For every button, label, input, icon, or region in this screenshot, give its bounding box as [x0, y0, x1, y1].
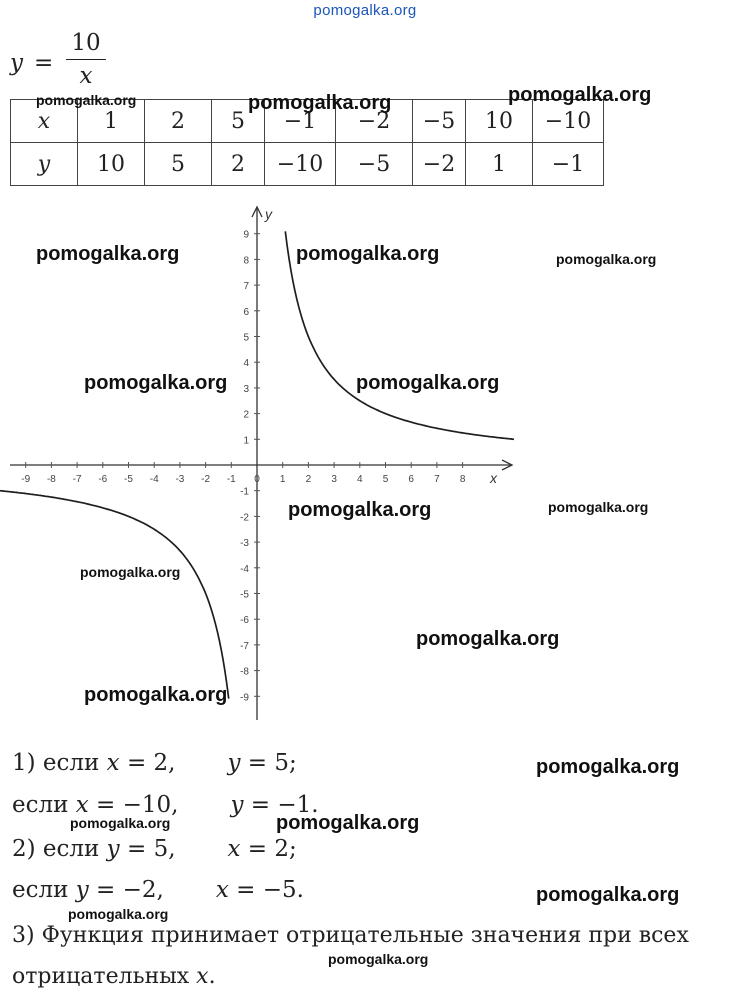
watermark: pomogalka.org: [68, 906, 169, 922]
watermark: pomogalka.org: [356, 372, 500, 394]
table-cell: y: [11, 143, 78, 186]
y-tick-label: -4: [240, 563, 249, 575]
table-cell: −1: [265, 100, 336, 143]
y-tick-label: -1: [240, 486, 249, 498]
table-cell: 1: [466, 143, 533, 186]
formula-numerator: 10: [71, 30, 101, 56]
watermark: pomogalka.org: [536, 884, 680, 906]
table-cell: −2: [336, 100, 413, 143]
x-tick-label: -5: [124, 474, 133, 485]
x-tick-label: 5: [382, 474, 389, 485]
answer-var: y: [230, 792, 244, 818]
y-tick-label: 8: [243, 255, 249, 267]
watermark: pomogalka.org: [84, 372, 228, 394]
x-tick-label: 7: [434, 474, 440, 485]
x-tick-label: -9: [21, 474, 31, 485]
x-tick-label: -6: [98, 474, 108, 485]
answer-line-1: [12, 750, 297, 776]
table-cell: −5: [336, 143, 413, 186]
formula-equals: =: [34, 50, 54, 76]
table-cell: 5: [212, 100, 265, 143]
watermark: pomogalka.org: [508, 84, 652, 106]
answer-text: = −10,: [88, 792, 179, 818]
x-tick-label: 0: [254, 474, 260, 485]
x-tick-label: 3: [331, 474, 337, 485]
formula-fraction: [66, 28, 106, 91]
answer-text: = 5,: [119, 836, 176, 862]
hyperbola-graph: [0, 195, 730, 730]
answer-text: = 5;: [240, 750, 297, 776]
watermark: pomogalka.org: [84, 684, 228, 706]
watermark: pomogalka.org: [548, 499, 649, 515]
y-axis-label: y: [265, 206, 272, 222]
watermark: pomogalka.org: [296, 243, 440, 265]
x-tick-label: 6: [408, 474, 414, 485]
y-tick-label: 1: [243, 435, 249, 447]
answer-text: = −2,: [88, 877, 164, 903]
x-axis-label: x: [490, 470, 497, 486]
watermark: pomogalka.org: [36, 243, 180, 265]
watermark: pomogalka.org: [276, 812, 420, 834]
answer-var: x: [75, 792, 89, 818]
table-cell: 2: [212, 143, 265, 186]
answer-var: x: [215, 877, 229, 903]
y-tick-label: 6: [243, 306, 249, 318]
table-cell: 10: [78, 143, 145, 186]
watermark: pomogalka.org: [80, 564, 181, 580]
x-tick-label: 2: [305, 474, 312, 485]
y-tick-label: 9: [243, 229, 249, 241]
watermark: pomogalka.org: [536, 756, 680, 778]
answer-var: x: [106, 750, 120, 776]
y-tick-label: 7: [243, 281, 249, 293]
answer-text: 1) если: [12, 750, 107, 776]
answer-text: = −1.: [243, 792, 319, 818]
x-tick-label: -8: [46, 474, 56, 485]
table-cell: 1: [78, 100, 145, 143]
table-cell: 5: [145, 143, 212, 186]
y-tick-label: 2: [243, 409, 249, 421]
table-cell: −10: [265, 143, 336, 186]
answer-text: .: [208, 964, 216, 989]
table-cell: −5: [413, 100, 466, 143]
watermark: pomogalka.org: [416, 628, 560, 650]
y-tick-label: 4: [243, 358, 249, 370]
table-cell: 10: [466, 100, 533, 143]
x-tick-label: -2: [201, 474, 211, 485]
answer-text: отрицательных: [12, 964, 197, 989]
answer-var: y: [106, 836, 120, 862]
site-link[interactable]: pomogalka.org: [313, 2, 417, 19]
watermark: pomogalka.org: [288, 499, 432, 521]
x-tick-label: -3: [175, 474, 185, 485]
x-tick-label: 1: [279, 474, 286, 485]
hyperbola-branch-negative: [0, 491, 229, 699]
y-tick-label: -8: [240, 666, 249, 678]
watermark: pomogalka.org: [248, 92, 392, 114]
x-tick-label: -1: [226, 474, 236, 485]
table-row-y: [11, 143, 604, 186]
answer-text: = 2;: [240, 836, 297, 862]
watermark: pomogalka.org: [556, 251, 657, 267]
answer-text: = −5.: [228, 877, 304, 903]
y-tick-label: -7: [240, 640, 249, 652]
y-tick-label: -3: [240, 538, 249, 550]
y-tick-label: -6: [240, 615, 249, 627]
fraction-bar: [66, 59, 106, 60]
y-tick-label: 3: [243, 383, 249, 395]
watermark: pomogalka.org: [328, 951, 429, 967]
table-cell: −2: [413, 143, 466, 186]
x-tick-label: 8: [459, 474, 466, 485]
formula-lhs: y: [10, 50, 23, 76]
answer-var: x: [196, 964, 209, 989]
axis-ticks: [21, 230, 466, 704]
y-tick-label: 5: [243, 332, 249, 344]
table-cell: −1: [533, 143, 604, 186]
answer-line-3: [12, 836, 297, 862]
answer-line-4: [12, 877, 304, 903]
answer-var: y: [75, 877, 89, 903]
y-tick-label: -9: [240, 692, 249, 704]
y-tick-label: -5: [240, 589, 249, 601]
answer-line-6: [12, 964, 216, 989]
table-cell: 2: [145, 100, 212, 143]
answer-var: x: [227, 836, 241, 862]
answer-line-5: 3) Функция принимает отрицательные значения при всех: [12, 923, 689, 948]
answer-text: 2) если: [12, 836, 107, 862]
x-tick-label: -4: [149, 474, 159, 485]
answer-text: если: [12, 877, 76, 903]
x-tick-label: -7: [72, 474, 82, 485]
watermark: pomogalka.org: [36, 92, 137, 108]
table-cell: −10: [533, 100, 604, 143]
x-tick-label: 4: [357, 474, 363, 485]
watermark: pomogalka.org: [70, 815, 171, 831]
y-tick-label: -2: [240, 512, 249, 524]
formula-denominator: x: [79, 63, 93, 89]
table-cell: x: [11, 100, 78, 143]
answer-var: y: [227, 750, 241, 776]
answer-text: = 2,: [119, 750, 176, 776]
answer-text: если: [12, 792, 76, 818]
